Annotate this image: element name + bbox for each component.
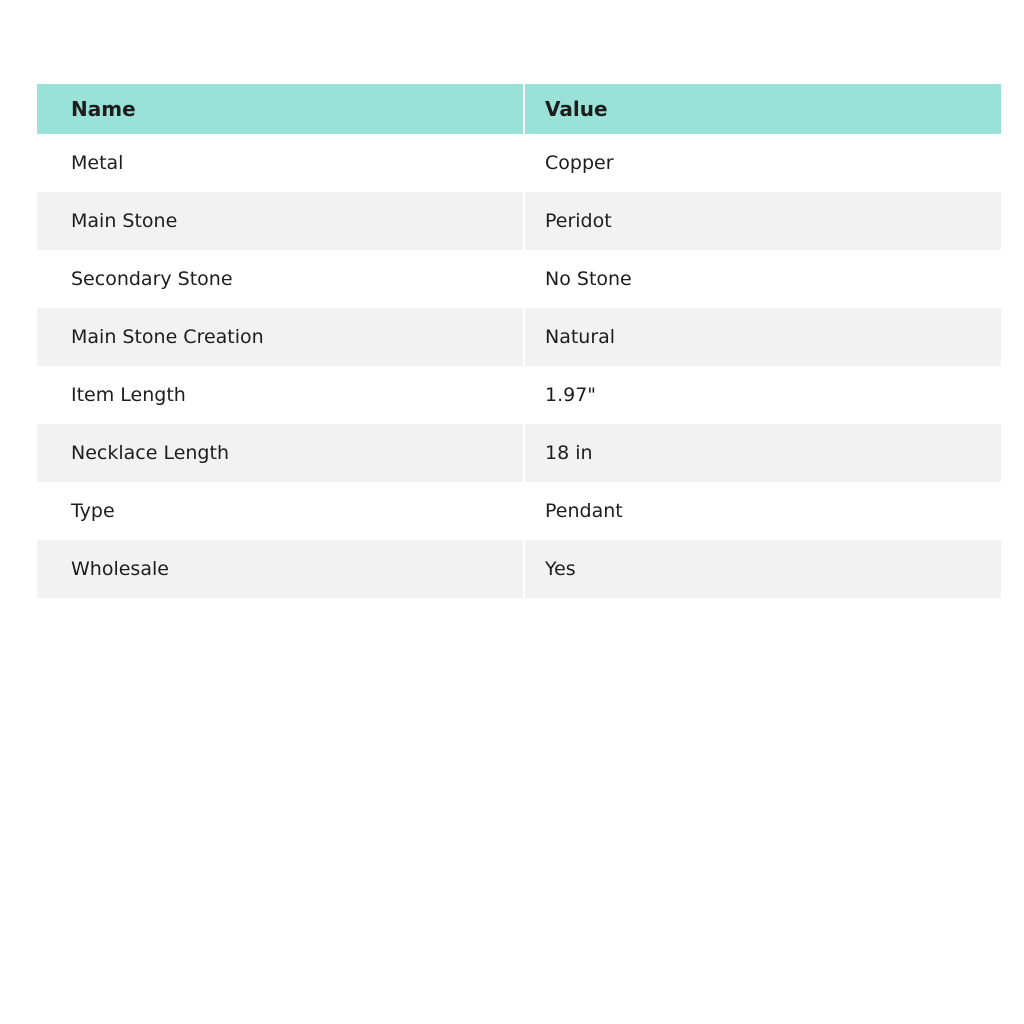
row-name-cell: Metal: [37, 134, 525, 192]
table-row: [37, 540, 1001, 598]
table-header-row: [37, 84, 1001, 134]
row-value-cell: Pendant: [525, 482, 1001, 540]
row-value-cell: 1.97": [525, 366, 1001, 424]
row-name-cell: Item Length: [37, 366, 525, 424]
row-name-cell: Type: [37, 482, 525, 540]
column-header-value: Value: [525, 84, 1001, 134]
column-header-name: Name: [37, 84, 525, 134]
row-value-cell: Natural: [525, 308, 1001, 366]
row-name-cell: Necklace Length: [37, 424, 525, 482]
table-row: [37, 366, 1001, 424]
row-value-cell: Copper: [525, 134, 1001, 192]
row-value-cell: No Stone: [525, 250, 1001, 308]
row-name-cell: Secondary Stone: [37, 250, 525, 308]
table-row: [37, 308, 1001, 366]
row-name-cell: Wholesale: [37, 540, 525, 598]
row-value-cell: 18 in: [525, 424, 1001, 482]
row-value-cell: Peridot: [525, 192, 1001, 250]
row-name-cell: Main Stone: [37, 192, 525, 250]
table-row: [37, 250, 1001, 308]
table-row: [37, 134, 1001, 192]
row-value-cell: Yes: [525, 540, 1001, 598]
table-row: [37, 192, 1001, 250]
table-body: [37, 134, 1001, 598]
product-attributes-table: [37, 84, 1001, 598]
row-name-cell: Main Stone Creation: [37, 308, 525, 366]
table-row: [37, 482, 1001, 540]
table-row: [37, 424, 1001, 482]
